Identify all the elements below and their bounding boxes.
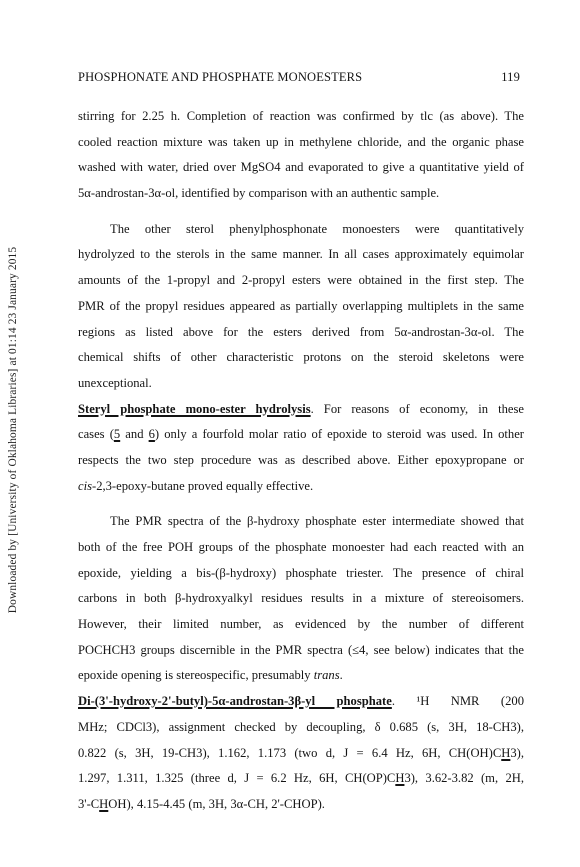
text-line (78, 792, 524, 818)
text-line: chemical shifts of other characteristic protons on the steroid skeletons were (78, 350, 524, 365)
compound-heading: Di-(3'-hydroxy-2'-butyl)-5α-androstan-3β-yl phosphate (78, 694, 392, 709)
text-line: PMR of the propyl residues appeared as partially overlapping multiplets in the same (78, 298, 524, 313)
text-span: 0.822 (s, 3H, 19-CH3), 1.162, 1.173 (two d, J = 6.4 Hz, 6H, CH(OH)C (78, 745, 502, 760)
running-title: PHOSPHONATE AND PHOSPHATE MONOESTERS (78, 70, 363, 84)
paragraph-2 (78, 217, 524, 397)
text-line: respects the two step procedure was as described above. Either epoxypropane or (78, 452, 524, 467)
text-span: -2,3-epoxy-butane proved equally effective. (92, 478, 314, 493)
compound-ref: 6 (148, 427, 155, 442)
text-line (78, 689, 524, 715)
text-span: . ¹H NMR (200 (391, 694, 524, 709)
italic-text: cis (78, 478, 92, 493)
text-line: stirring for 2.25 h. Completion of reaction was confirmed by tlc (as above). The (78, 109, 524, 123)
underlined-proton: H (395, 771, 405, 786)
text-line: cooled reaction mixture was taken up in methylene chloride, and the organic phase (78, 134, 524, 149)
text-line: carbons in both β-hydroxyalkyl residues results in a mixture of stereoisomers. (78, 591, 524, 606)
underlined-proton: H (501, 745, 511, 760)
text-line: POCHCH3 groups discernible in the PMR spectra (≤4, see below) indicates that the (78, 642, 524, 657)
section-heading: Steryl phosphate mono-ester hydrolysis (78, 401, 311, 416)
download-notice (4, 150, 22, 710)
text-span: . For reasons of economy, in these (310, 401, 524, 416)
text-span: ) only a fourfold molar ratio of epoxide to steroid was used. In other (154, 427, 524, 442)
underlined-proton: H (99, 796, 109, 811)
text-span: cases ( (78, 427, 114, 442)
text-line: The PMR spectra of the β-hydroxy phosphate ester intermediate showed that (110, 514, 524, 529)
text-line: MHz; CDCl3), assignment checked by decoupling, δ 0.685 (s, 3H, 18-CH3), (78, 719, 524, 734)
paragraph-3 (78, 397, 524, 500)
text-line: epoxide, yielding a bis-(β-hydroxy) phosphate triester. The presence of chiral (78, 565, 524, 580)
text-line: both of the free POH groups of the phosphate monoester had each reacted with an (78, 540, 524, 554)
text-span: 3), (510, 745, 524, 760)
text-line (78, 474, 524, 500)
text-line: 5α-androstan-3α-ol, identified by comparison with an authentic sample. (78, 186, 440, 201)
text-span: . (339, 668, 343, 683)
text-span: and (120, 427, 149, 442)
paragraph-1 (78, 104, 524, 207)
text-span: epoxide opening is stereospecific, presumably (78, 668, 314, 683)
text-span: OH), 4.15-4.45 (m, 3H, 3α-CH, 2'-CHOP). (108, 796, 325, 811)
text-line: hydrolyzed to the sterols in the same manner. In all cases approximately equimolar (78, 247, 524, 262)
text-line: The other sterol phenylphosphonate monoesters were quantitatively (110, 221, 524, 236)
text-line: However, their limited number, as evidenced by the number of different (78, 617, 524, 632)
text-line: washed with water, dried over MgSO4 and evaporated to give a quantitative yield of (78, 160, 524, 175)
text-line (78, 397, 524, 423)
text-line (78, 422, 524, 448)
text-line (78, 766, 524, 792)
text-line: unexceptional. (78, 375, 152, 390)
paragraph-4 (78, 509, 524, 689)
text-line: regions as listed above for the esters derived from 5α-androstan-3α-ol. The (78, 324, 524, 339)
download-notice-text: Downloaded by [University of Oklahoma Libraries] at 01:14 23 January 2015 (7, 246, 19, 614)
text-span: 3), 3.62-3.82 (m, 2H, (404, 771, 524, 786)
body-text (78, 104, 524, 818)
text-span: 1.297, 1.311, 1.325 (three d, J = 6.2 Hz, 6H, CH(OP)C (78, 771, 396, 786)
italic-text: trans (313, 668, 340, 683)
compound-ref: 5 (113, 427, 121, 442)
text-line (78, 663, 524, 689)
paragraph-5 (78, 689, 524, 817)
text-span: 3'-C (78, 796, 100, 811)
text-line: amounts of the 1-propyl and 2-propyl esters were obtained in the first step. The (78, 273, 524, 288)
page-number: 119 (501, 70, 520, 84)
text-line (78, 741, 524, 767)
